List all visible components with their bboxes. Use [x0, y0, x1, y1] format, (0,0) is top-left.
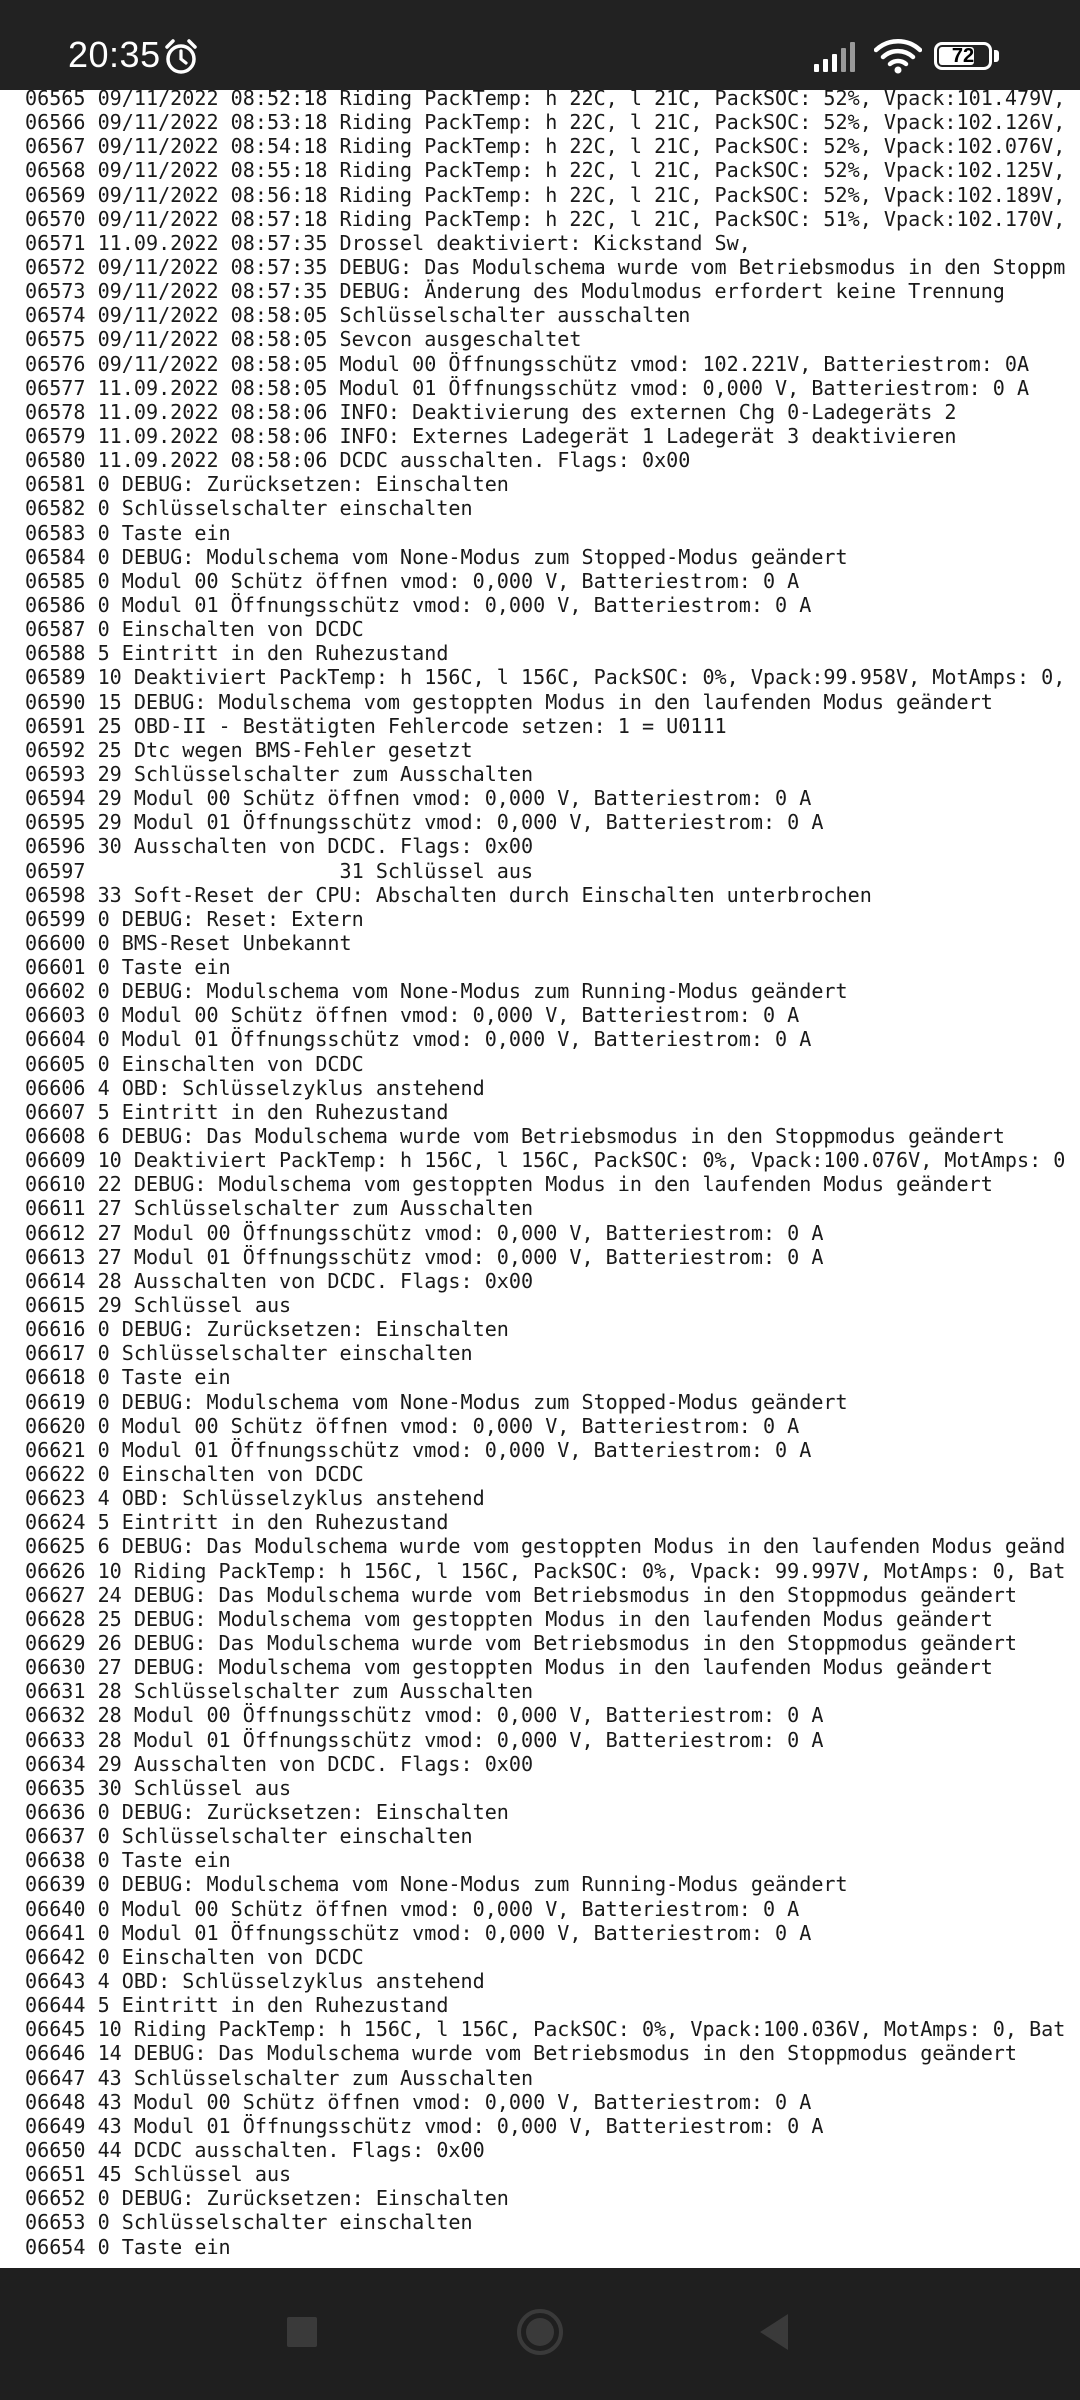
- log-line: 06627 24 DEBUG: Das Modulschema wurde vom Betriebsmodus in den Stoppmodus geändert: [25, 1582, 1017, 1607]
- log-line: 06582 0 Schlüsselschalter einschalten: [25, 496, 473, 521]
- log-line: 06604 0 Modul 01 Öffnungsschütz vmod: 0,000 V, Batteriestrom: 0 A: [25, 1027, 812, 1052]
- log-line: 06587 0 Einschalten von DCDC: [25, 617, 364, 642]
- log-line: 06640 0 Modul 00 Schütz öffnen vmod: 0,000 V, Batteriestrom: 0 A: [25, 1896, 800, 1921]
- wifi-icon: [874, 38, 922, 79]
- log-line: 06614 28 Ausschalten von DCDC. Flags: 0x00: [25, 1268, 534, 1293]
- log-line: 06638 0 Taste ein: [25, 1848, 231, 1873]
- log-line: 06639 0 DEBUG: Modulschema vom None-Modus zum Running-Modus geändert: [25, 1872, 848, 1897]
- log-line: 06577 11.09.2022 08:58:05 Modul 01 Öffnungsschütz vmod: 0,000 V, Batteriestrom: 0 A: [25, 375, 1030, 400]
- log-line: 06644 5 Eintritt in den Ruhezustand: [25, 1993, 449, 2018]
- log-line: 06651 45 Schlüssel aus: [25, 2162, 292, 2187]
- log-line: 06592 25 Dtc wegen BMS-Fehler gesetzt: [25, 737, 473, 762]
- log-line: 06629 26 DEBUG: Das Modulschema wurde vom Betriebsmodus in den Stoppmodus geändert: [25, 1631, 1017, 1655]
- log-line: 06609 10 Deaktiviert PackTemp: h 156C, l 156C, PackSOC: 0%, Vpack:100.076V, MotAmps: 0: [25, 1148, 1066, 1173]
- log-line: 06646 14 DEBUG: Das Modulschema wurde vom Betriebsmodus in den Stoppmodus geändert: [25, 2041, 1017, 2066]
- battery-level-text: 72: [951, 45, 975, 67]
- log-line: 06618 0 Taste ein: [25, 1365, 231, 1390]
- log-line: 06575 09/11/2022 08:58:05 Sevcon ausgeschaltet: [25, 327, 582, 352]
- home-icon: [516, 2308, 564, 2361]
- log-line: 06597 31 Schlüssel aus: [25, 858, 534, 883]
- log-line: 06643 4 OBD: Schlüsselzyklus anstehend: [25, 1968, 485, 1993]
- log-line: 06602 0 DEBUG: Modulschema vom None-Modus zum Running-Modus geändert: [25, 979, 848, 1004]
- log-view[interactable]: [0, 90, 1080, 2268]
- log-line: 06647 43 Schlüsselschalter zum Ausschalten: [25, 2065, 534, 2090]
- log-line: 06628 25 DEBUG: Modulschema vom gestoppten Modus in den laufenden Modus geändert: [25, 1606, 993, 1631]
- log-line: 06571 11.09.2022 08:57:35 Drossel deaktiviert: Kickstand Sw,: [25, 230, 751, 255]
- log-line: 06624 5 Eintritt in den Ruhezustand: [25, 1510, 449, 1535]
- log-line: 06583 0 Taste ein: [25, 520, 231, 545]
- log-line: 06573 09/11/2022 08:57:35 DEBUG: Änderung des Modulmodus erfordert keine Trennung: [25, 279, 1005, 304]
- log-line: 06591 25 OBD-II - Bestätigten Fehlercode setzen: 1 = U0111: [25, 713, 727, 738]
- log-line: 06600 0 BMS-Reset Unbekannt: [25, 930, 352, 955]
- log-line: 06622 0 Einschalten von DCDC: [25, 1462, 364, 1487]
- log-line: 06623 4 OBD: Schlüsselzyklus anstehend: [25, 1486, 485, 1511]
- log-line: 06599 0 DEBUG: Reset: Extern: [25, 906, 364, 931]
- log-line: 06610 22 DEBUG: Modulschema vom gestoppten Modus in den laufenden Modus geändert: [25, 1172, 993, 1197]
- log-line: 06642 0 Einschalten von DCDC: [25, 1944, 364, 1969]
- log-line: 06652 0 DEBUG: Zurücksetzen: Einschalten: [25, 2186, 509, 2211]
- log-line: 06637 0 Schlüsselschalter einschalten: [25, 1824, 473, 1849]
- navigation-bar: [0, 2268, 1080, 2400]
- signal-icon: [812, 42, 860, 77]
- log-line: 06641 0 Modul 01 Öffnungsschütz vmod: 0,000 V, Batteriestrom: 0 A: [25, 1920, 812, 1945]
- log-line: 06584 0 DEBUG: Modulschema vom None-Modus zum Stopped-Modus geändert: [25, 544, 848, 569]
- log-line: 06635 30 Schlüssel aus: [25, 1775, 292, 1800]
- back-icon: [756, 2312, 792, 2357]
- log-line: 06619 0 DEBUG: Modulschema vom None-Modus zum Stopped-Modus geändert: [25, 1389, 848, 1414]
- log-line: 06581 0 DEBUG: Zurücksetzen: Einschalten: [25, 472, 509, 497]
- log-line: 06569 09/11/2022 08:56:18 Riding PackTemp: h 22C, l 21C, PackSOC: 52%, Vpack:102.189V,: [25, 182, 1066, 207]
- log-line: 06606 4 OBD: Schlüsselzyklus anstehend: [25, 1075, 485, 1100]
- battery-tip: [994, 50, 999, 62]
- log-line: 06653 0 Schlüsselschalter einschalten: [25, 2210, 473, 2235]
- log-line: 06636 0 DEBUG: Zurücksetzen: Einschalten: [25, 1799, 509, 1824]
- log-line: 06579 11.09.2022 08:58:06 INFO: Externes Ladegerät 1 Ladegerät 3 deaktivieren: [25, 423, 957, 448]
- log-line: 06596 30 Ausschalten von DCDC. Flags: 0x00: [25, 834, 534, 859]
- log-line: 06601 0 Taste ein: [25, 955, 231, 980]
- log-line: 06616 0 DEBUG: Zurücksetzen: Einschalten: [25, 1317, 509, 1342]
- log-line: 06576 09/11/2022 08:58:05 Modul 00 Öffnungsschütz vmod: 102.221V, Batteriestrom: 0A: [25, 351, 1030, 376]
- log-line: 06565 09/11/2022 08:52:18 Riding PackTemp: h 22C, l 21C, PackSOC: 52%, Vpack:101.479V,: [25, 90, 1066, 110]
- status-bar: [0, 0, 1080, 90]
- log-line: 06612 27 Modul 00 Öffnungsschütz vmod: 0,000 V, Batteriestrom: 0 A: [25, 1220, 824, 1245]
- alarm-icon: [162, 38, 200, 81]
- back-button[interactable]: [714, 2268, 834, 2400]
- log-line: 06648 43 Modul 00 Schütz öffnen vmod: 0,000 V, Batteriestrom: 0 A: [25, 2089, 812, 2114]
- log-line: 06578 11.09.2022 08:58:06 INFO: Deaktivierung des externen Chg 0-Ladegeräts 2: [25, 399, 957, 424]
- log-text: [25, 90, 1065, 2259]
- log-line: 06615 29 Schlüssel aus: [25, 1293, 292, 1318]
- log-line: 06631 28 Schlüsselschalter zum Ausschalten: [25, 1679, 534, 1704]
- log-line: 06633 28 Modul 01 Öffnungsschütz vmod: 0,000 V, Batteriestrom: 0 A: [25, 1727, 824, 1752]
- recent-apps-icon: [285, 2315, 319, 2354]
- log-line: 06630 27 DEBUG: Modulschema vom gestoppten Modus in den laufenden Modus geändert: [25, 1655, 993, 1680]
- log-line: 06572 09/11/2022 08:57:35 DEBUG: Das Modulschema wurde vom Betriebsmodus in den Stoppm: [25, 254, 1066, 279]
- log-line: 06634 29 Ausschalten von DCDC. Flags: 0x00: [25, 1751, 534, 1776]
- log-line: 06594 29 Modul 00 Schütz öffnen vmod: 0,000 V, Batteriestrom: 0 A: [25, 786, 812, 811]
- log-line: 06590 15 DEBUG: Modulschema vom gestoppten Modus in den laufenden Modus geändert: [25, 689, 993, 714]
- log-line: 06626 10 Riding PackTemp: h 156C, l 156C, PackSOC: 0%, Vpack: 99.997V, MotAmps: 0, Bat: [25, 1558, 1066, 1583]
- log-line: 06585 0 Modul 00 Schütz öffnen vmod: 0,000 V, Batteriestrom: 0 A: [25, 568, 800, 593]
- recent-apps-button[interactable]: [242, 2268, 362, 2400]
- log-line: 06607 5 Eintritt in den Ruhezustand: [25, 1099, 449, 1124]
- log-line: 06625 6 DEBUG: Das Modulschema wurde vom gestoppten Modus in den laufenden Modus geänd: [25, 1534, 1066, 1559]
- log-line: 06603 0 Modul 00 Schütz öffnen vmod: 0,000 V, Batteriestrom: 0 A: [25, 1003, 800, 1028]
- log-line: 06611 27 Schlüsselschalter zum Ausschalten: [25, 1196, 534, 1221]
- log-line: 06586 0 Modul 01 Öffnungsschütz vmod: 0,000 V, Batteriestrom: 0 A: [25, 592, 812, 617]
- log-line: 06566 09/11/2022 08:53:18 Riding PackTemp: h 22C, l 21C, PackSOC: 52%, Vpack:102.126V,: [25, 110, 1066, 135]
- log-line: 06654 0 Taste ein: [25, 2234, 231, 2259]
- status-time: 20:35: [68, 34, 161, 75]
- log-line: 06593 29 Schlüsselschalter zum Ausschalten: [25, 761, 534, 786]
- log-line: 06574 09/11/2022 08:58:05 Schlüsselschalter ausschalten: [25, 303, 691, 328]
- log-line: 06645 10 Riding PackTemp: h 156C, l 156C, PackSOC: 0%, Vpack:100.036V, MotAmps: 0, Bat: [25, 2017, 1066, 2042]
- log-line: 06567 09/11/2022 08:54:18 Riding PackTemp: h 22C, l 21C, PackSOC: 52%, Vpack:102.076V,: [25, 134, 1066, 159]
- log-line: 06589 10 Deaktiviert PackTemp: h 156C, l 156C, PackSOC: 0%, Vpack:99.958V, MotAmps: 0,: [25, 665, 1066, 690]
- log-line: 06620 0 Modul 00 Schütz öffnen vmod: 0,000 V, Batteriestrom: 0 A: [25, 1413, 800, 1438]
- log-line: 06580 11.09.2022 08:58:06 DCDC ausschalten. Flags: 0x00: [25, 448, 691, 473]
- log-line: 06608 6 DEBUG: Das Modulschema wurde vom Betriebsmodus in den Stoppmodus geändert: [25, 1124, 1005, 1149]
- log-line: 06568 09/11/2022 08:55:18 Riding PackTemp: h 22C, l 21C, PackSOC: 52%, Vpack:102.125V,: [25, 158, 1066, 183]
- log-line: 06613 27 Modul 01 Öffnungsschütz vmod: 0,000 V, Batteriestrom: 0 A: [25, 1244, 824, 1269]
- log-line: 06588 5 Eintritt in den Ruhezustand: [25, 641, 449, 666]
- home-button[interactable]: [480, 2268, 600, 2400]
- log-line: 06605 0 Einschalten von DCDC: [25, 1051, 364, 1076]
- log-line: 06649 43 Modul 01 Öffnungsschütz vmod: 0,000 V, Batteriestrom: 0 A: [25, 2113, 824, 2138]
- log-line: 06621 0 Modul 01 Öffnungsschütz vmod: 0,000 V, Batteriestrom: 0 A: [25, 1437, 812, 1462]
- log-line: 06632 28 Modul 00 Öffnungsschütz vmod: 0,000 V, Batteriestrom: 0 A: [25, 1703, 824, 1728]
- log-line: 06650 44 DCDC ausschalten. Flags: 0x00: [25, 2137, 485, 2162]
- log-line: 06570 09/11/2022 08:57:18 Riding PackTemp: h 22C, l 21C, PackSOC: 51%, Vpack:102.170V,: [25, 206, 1066, 231]
- log-line: 06617 0 Schlüsselschalter einschalten: [25, 1341, 473, 1366]
- log-line: 06598 33 Soft-Reset der CPU: Abschalten durch Einschalten unterbrochen: [25, 882, 872, 907]
- battery-icon: [934, 42, 992, 70]
- log-line: 06595 29 Modul 01 Öffnungsschütz vmod: 0,000 V, Batteriestrom: 0 A: [25, 810, 824, 835]
